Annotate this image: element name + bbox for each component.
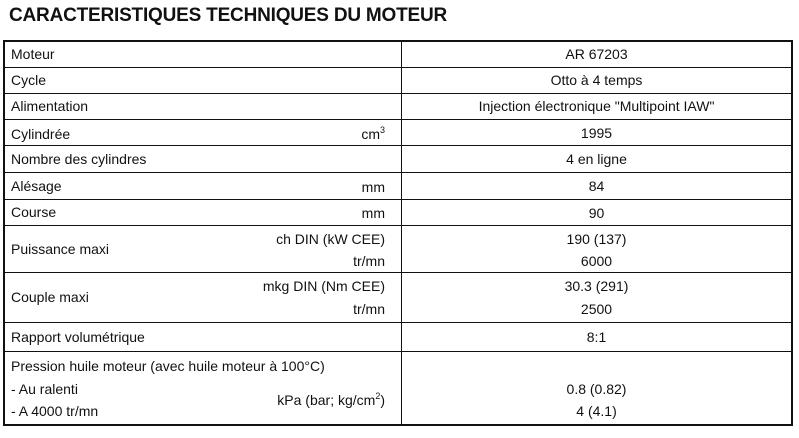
row-unit: mm	[361, 179, 385, 195]
row-label: Puissance maxi	[11, 241, 110, 257]
row-value: AR 67203	[565, 46, 628, 62]
row-value: 8:1	[586, 329, 607, 345]
row-sublabel: - A 4000 tr/mn	[11, 403, 99, 419]
row-label: Nombre des cylindres	[11, 151, 147, 167]
row-label: Rapport volumétrique	[11, 329, 145, 345]
table-row-moteur	[5, 42, 791, 68]
row-value: 4 (4.1)	[576, 403, 617, 419]
row-unit	[361, 126, 385, 142]
row-value: Injection électronique "Multipoint IAW"	[478, 98, 715, 114]
table-row-couple	[5, 273, 791, 323]
unit-superscript: 2	[375, 391, 381, 401]
row-unit: mkg DIN (Nm CEE)	[262, 278, 385, 294]
table-row-alesage	[5, 173, 791, 200]
row-label: Pression huile moteur (avec huile moteur à 100°C)	[11, 358, 325, 374]
row-unit	[277, 392, 385, 408]
row-unit: ch DIN (kW CEE)	[276, 231, 385, 247]
row-value: 2500	[580, 301, 613, 317]
unit-text-end: )	[380, 392, 385, 408]
row-value: 90	[588, 205, 605, 221]
engine-specs-table	[3, 40, 793, 426]
table-row-cylindree	[5, 120, 791, 146]
row-label: Cylindrée	[11, 126, 71, 142]
table-row-alimentation	[5, 94, 791, 120]
row-value: 1995	[580, 125, 613, 141]
row-label: Alimentation	[11, 98, 89, 114]
table-row-puissance	[5, 226, 791, 273]
row-value: Otto à 4 temps	[550, 72, 643, 88]
table-row-rapport	[5, 323, 791, 352]
table-row-course	[5, 200, 791, 226]
row-value: 84	[588, 178, 605, 194]
row-label: Moteur	[11, 46, 55, 62]
page-title: CARACTERISTIQUES TECHNIQUES DU MOTEUR	[9, 5, 448, 26]
row-sublabel: - Au ralenti	[11, 381, 78, 397]
row-unit: tr/mn	[353, 253, 385, 269]
row-label: Course	[11, 204, 57, 220]
row-value: 190 (137)	[566, 231, 627, 247]
row-unit: mm	[361, 205, 385, 221]
table-row-cycle	[5, 68, 791, 94]
row-value: 4 en ligne	[566, 151, 627, 167]
table-row-nombre-cylindres	[5, 146, 791, 173]
row-value: 0.8 (0.82)	[566, 381, 627, 397]
row-label: Alésage	[11, 178, 62, 194]
row-value: 30.3 (291)	[564, 278, 629, 294]
row-label: Cycle	[11, 72, 47, 88]
unit-text: cm	[361, 126, 380, 142]
row-value: 6000	[580, 253, 613, 269]
unit-text: kPa (bar; kg/cm	[277, 392, 376, 408]
row-label: Couple maxi	[11, 289, 89, 305]
row-unit: tr/mn	[353, 301, 385, 317]
table-row-pression	[5, 352, 791, 424]
unit-superscript: 3	[379, 125, 385, 135]
